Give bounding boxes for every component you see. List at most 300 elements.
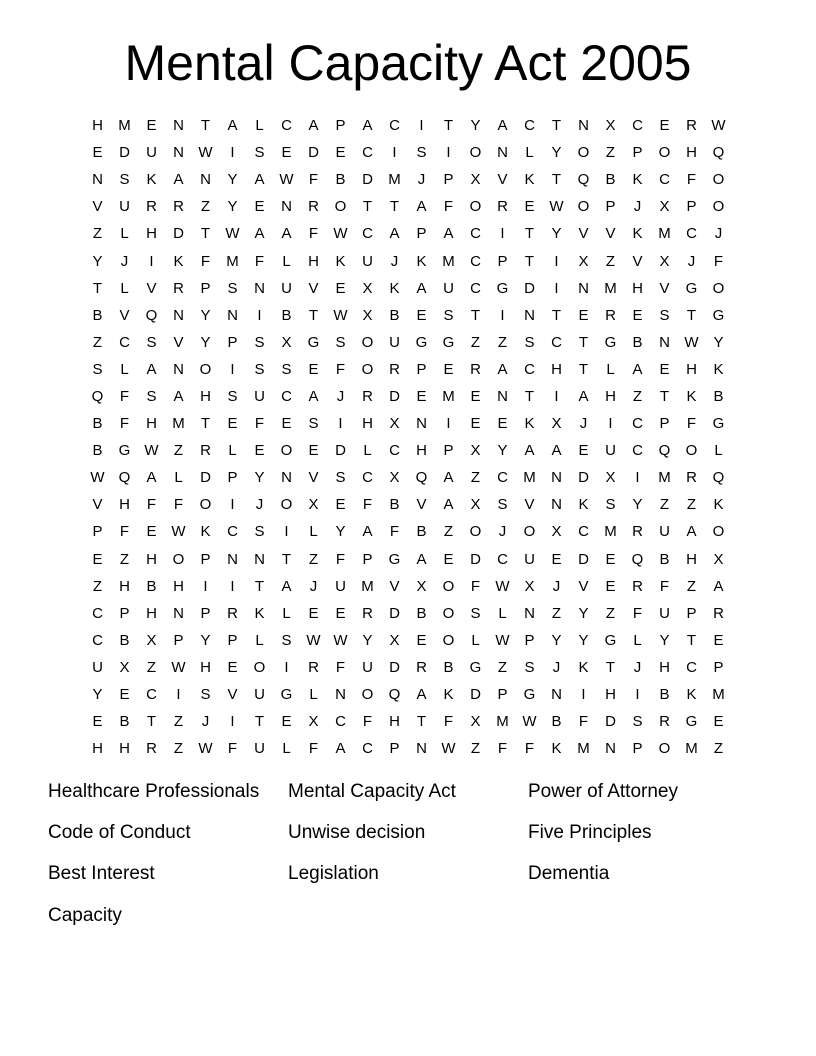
grid-letter[interactable]: D xyxy=(389,387,400,405)
grid-letter[interactable]: Y xyxy=(200,306,211,324)
grid-letter[interactable]: K xyxy=(524,171,535,189)
grid-letter[interactable]: Y xyxy=(362,631,373,649)
grid-letter[interactable]: T xyxy=(578,360,589,378)
grid-letter[interactable]: H xyxy=(119,740,130,758)
grid-letter[interactable]: C xyxy=(92,631,103,649)
grid-letter[interactable]: C xyxy=(524,117,535,135)
grid-letter[interactable]: T xyxy=(578,333,589,351)
grid-letter[interactable]: L xyxy=(282,604,291,622)
grid-letter[interactable]: A xyxy=(281,225,292,243)
grid-letter[interactable]: R xyxy=(308,658,319,676)
grid-letter[interactable]: Z xyxy=(470,333,481,351)
grid-letter[interactable]: I xyxy=(392,144,397,162)
grid-letter[interactable]: N xyxy=(173,144,184,162)
grid-letter[interactable]: Y xyxy=(551,225,562,243)
grid-letter[interactable]: O xyxy=(199,496,212,514)
grid-letter[interactable]: P xyxy=(227,469,238,487)
grid-letter[interactable]: Y xyxy=(578,631,589,649)
grid-letter[interactable]: I xyxy=(230,144,235,162)
grid-letter[interactable]: K xyxy=(200,523,211,541)
grid-letter[interactable]: H xyxy=(146,225,157,243)
grid-letter[interactable]: H xyxy=(92,117,103,135)
grid-letter[interactable]: I xyxy=(203,577,208,595)
grid-letter[interactable]: H xyxy=(308,252,319,270)
grid-letter[interactable]: S xyxy=(92,360,103,378)
grid-letter[interactable]: B xyxy=(281,306,292,324)
grid-letter[interactable]: K xyxy=(578,496,589,514)
grid-letter[interactable]: K xyxy=(713,360,724,378)
grid-letter[interactable]: B xyxy=(416,604,427,622)
grid-letter[interactable]: L xyxy=(255,631,264,649)
grid-letter[interactable]: V xyxy=(227,686,238,704)
grid-letter[interactable]: Z xyxy=(659,496,670,514)
grid-letter[interactable]: P xyxy=(659,415,670,433)
grid-letter[interactable]: N xyxy=(281,469,292,487)
grid-letter[interactable]: F xyxy=(470,577,481,595)
grid-letter[interactable]: A xyxy=(497,117,508,135)
grid-letter[interactable]: F xyxy=(200,252,211,270)
grid-letter[interactable]: A xyxy=(254,225,265,243)
grid-letter[interactable]: E xyxy=(308,360,319,378)
grid-letter[interactable]: A xyxy=(578,387,589,405)
grid-letter[interactable]: A xyxy=(362,117,373,135)
grid-letter[interactable]: Y xyxy=(92,252,103,270)
grid-letter[interactable]: Q xyxy=(712,469,725,487)
grid-letter[interactable]: S xyxy=(227,279,238,297)
grid-letter[interactable]: E xyxy=(281,713,292,731)
grid-letter[interactable]: G xyxy=(523,686,536,704)
grid-letter[interactable]: N xyxy=(551,469,562,487)
grid-letter[interactable]: S xyxy=(254,144,265,162)
grid-letter[interactable]: C xyxy=(470,279,481,297)
grid-letter[interactable]: E xyxy=(470,415,481,433)
grid-letter[interactable]: J xyxy=(552,658,561,676)
grid-letter[interactable]: Y xyxy=(92,686,103,704)
grid-letter[interactable]: F xyxy=(335,658,346,676)
grid-letter[interactable]: Y xyxy=(200,333,211,351)
grid-letter[interactable]: L xyxy=(633,631,642,649)
grid-letter[interactable]: B xyxy=(119,631,130,649)
grid-letter[interactable]: A xyxy=(362,523,373,541)
grid-letter[interactable]: N xyxy=(524,306,535,324)
grid-letter[interactable]: B xyxy=(443,658,454,676)
grid-letter[interactable]: C xyxy=(362,740,373,758)
grid-letter[interactable]: X xyxy=(281,333,292,351)
grid-letter[interactable]: T xyxy=(254,713,265,731)
grid-letter[interactable]: L xyxy=(120,225,129,243)
grid-letter[interactable]: C xyxy=(119,333,130,351)
grid-letter[interactable]: L xyxy=(471,631,480,649)
grid-letter[interactable]: O xyxy=(280,442,293,460)
grid-letter[interactable]: V xyxy=(146,279,157,297)
grid-letter[interactable]: J xyxy=(336,387,345,405)
grid-letter[interactable]: V xyxy=(173,333,184,351)
grid-letter[interactable]: L xyxy=(606,360,615,378)
grid-letter[interactable]: W xyxy=(441,740,456,758)
grid-letter[interactable]: V xyxy=(92,496,103,514)
grid-letter[interactable]: Q xyxy=(631,550,644,568)
grid-letter[interactable]: P xyxy=(92,523,103,541)
grid-letter[interactable]: D xyxy=(335,442,346,460)
grid-letter[interactable]: D xyxy=(605,713,616,731)
grid-letter[interactable]: Z xyxy=(470,740,481,758)
grid-letter[interactable]: H xyxy=(362,415,373,433)
grid-letter[interactable]: Q xyxy=(712,144,725,162)
grid-letter[interactable]: V xyxy=(389,577,400,595)
grid-letter[interactable]: X xyxy=(308,713,319,731)
grid-letter[interactable]: Y xyxy=(470,117,481,135)
grid-letter[interactable]: F xyxy=(254,415,265,433)
grid-letter[interactable]: C xyxy=(470,252,481,270)
grid-letter[interactable]: T xyxy=(416,713,427,731)
grid-letter[interactable]: L xyxy=(120,279,129,297)
grid-letter[interactable]: O xyxy=(334,198,347,216)
grid-letter[interactable]: O xyxy=(577,198,590,216)
grid-letter[interactable]: E xyxy=(335,604,346,622)
grid-letter[interactable]: I xyxy=(500,306,505,324)
grid-letter[interactable]: V xyxy=(632,252,643,270)
grid-letter[interactable]: A xyxy=(308,117,319,135)
grid-letter[interactable]: F xyxy=(686,171,697,189)
grid-letter[interactable]: O xyxy=(442,631,455,649)
grid-letter[interactable]: O xyxy=(361,686,374,704)
grid-letter[interactable]: Z xyxy=(119,550,130,568)
grid-letter[interactable]: C xyxy=(281,387,292,405)
grid-letter[interactable]: J xyxy=(390,252,399,270)
grid-letter[interactable]: J xyxy=(498,523,507,541)
grid-letter[interactable]: K xyxy=(632,171,643,189)
grid-letter[interactable]: D xyxy=(308,144,319,162)
grid-letter[interactable]: R xyxy=(632,523,643,541)
grid-letter[interactable]: U xyxy=(524,550,535,568)
grid-letter[interactable]: P xyxy=(605,198,616,216)
grid-letter[interactable]: T xyxy=(686,306,697,324)
grid-letter[interactable]: O xyxy=(685,442,698,460)
grid-letter[interactable]: T xyxy=(389,198,400,216)
grid-letter[interactable]: L xyxy=(282,252,291,270)
grid-letter[interactable]: Z xyxy=(92,577,103,595)
grid-letter[interactable]: A xyxy=(389,225,400,243)
grid-letter[interactable]: W xyxy=(333,225,348,243)
grid-letter[interactable]: C xyxy=(146,686,157,704)
grid-letter[interactable]: D xyxy=(200,469,211,487)
grid-letter[interactable]: L xyxy=(228,442,237,460)
grid-letter[interactable]: P xyxy=(713,658,724,676)
grid-letter[interactable]: Z xyxy=(713,740,724,758)
grid-letter[interactable]: U xyxy=(443,279,454,297)
grid-letter[interactable]: X xyxy=(470,442,481,460)
grid-letter[interactable]: A xyxy=(227,117,238,135)
grid-letter[interactable]: E xyxy=(497,415,508,433)
grid-letter[interactable]: O xyxy=(712,523,725,541)
grid-letter[interactable]: T xyxy=(659,387,670,405)
grid-letter[interactable]: K xyxy=(713,496,724,514)
grid-letter[interactable]: M xyxy=(604,523,617,541)
grid-letter[interactable]: C xyxy=(362,144,373,162)
grid-letter[interactable]: V xyxy=(605,225,616,243)
grid-letter[interactable]: N xyxy=(227,550,238,568)
grid-letter[interactable]: E xyxy=(713,631,724,649)
grid-letter[interactable]: E xyxy=(416,306,427,324)
grid-letter[interactable]: Z xyxy=(173,442,184,460)
grid-letter[interactable]: I xyxy=(149,252,154,270)
grid-letter[interactable]: P xyxy=(686,604,697,622)
grid-letter[interactable]: S xyxy=(524,658,535,676)
grid-letter[interactable]: W xyxy=(495,577,510,595)
grid-letter[interactable]: Z xyxy=(200,198,211,216)
grid-letter[interactable]: A xyxy=(281,577,292,595)
grid-letter[interactable]: E xyxy=(632,306,643,324)
grid-letter[interactable]: X xyxy=(416,577,427,595)
grid-letter[interactable]: H xyxy=(146,604,157,622)
grid-letter[interactable]: H xyxy=(605,686,616,704)
grid-letter[interactable]: E xyxy=(443,360,454,378)
grid-letter[interactable]: P xyxy=(389,740,400,758)
grid-letter[interactable]: U xyxy=(119,198,130,216)
grid-letter[interactable]: T xyxy=(605,658,616,676)
grid-letter[interactable]: X xyxy=(470,171,481,189)
grid-letter[interactable]: H xyxy=(632,279,643,297)
grid-letter[interactable]: Y xyxy=(227,198,238,216)
grid-letter[interactable]: H xyxy=(416,442,427,460)
grid-letter[interactable]: T xyxy=(443,117,454,135)
grid-letter[interactable]: L xyxy=(282,740,291,758)
grid-letter[interactable]: A xyxy=(443,225,454,243)
grid-letter[interactable]: E xyxy=(416,631,427,649)
grid-letter[interactable]: N xyxy=(200,171,211,189)
grid-letter[interactable]: Z xyxy=(605,604,616,622)
grid-letter[interactable]: Q xyxy=(577,171,590,189)
grid-letter[interactable]: R xyxy=(200,442,211,460)
grid-letter[interactable]: N xyxy=(281,198,292,216)
grid-letter[interactable]: H xyxy=(605,387,616,405)
grid-letter[interactable]: J xyxy=(633,198,642,216)
grid-letter[interactable]: Y xyxy=(659,631,670,649)
grid-letter[interactable]: W xyxy=(279,171,294,189)
grid-letter[interactable]: L xyxy=(525,144,534,162)
grid-letter[interactable]: V xyxy=(497,171,508,189)
grid-letter[interactable]: Y xyxy=(497,442,508,460)
grid-letter[interactable]: G xyxy=(604,631,617,649)
grid-letter[interactable]: O xyxy=(469,523,482,541)
grid-letter[interactable]: T xyxy=(551,117,562,135)
grid-letter[interactable]: N xyxy=(551,686,562,704)
grid-letter[interactable]: E xyxy=(713,713,724,731)
grid-letter[interactable]: R xyxy=(497,198,508,216)
grid-letter[interactable]: R xyxy=(605,306,616,324)
grid-letter[interactable]: C xyxy=(389,442,400,460)
grid-letter[interactable]: X xyxy=(659,198,670,216)
grid-letter[interactable]: E xyxy=(659,117,670,135)
grid-letter[interactable]: P xyxy=(443,442,454,460)
grid-letter[interactable]: E xyxy=(578,442,589,460)
grid-letter[interactable]: O xyxy=(361,333,374,351)
grid-letter[interactable]: W xyxy=(171,523,186,541)
grid-letter[interactable]: G xyxy=(496,279,509,297)
grid-letter[interactable]: Y xyxy=(254,469,265,487)
grid-letter[interactable]: P xyxy=(497,686,508,704)
grid-letter[interactable]: B xyxy=(659,550,670,568)
grid-letter[interactable]: B xyxy=(632,333,643,351)
grid-letter[interactable]: A xyxy=(308,387,319,405)
grid-letter[interactable]: E xyxy=(605,550,616,568)
grid-letter[interactable]: Z xyxy=(308,550,319,568)
grid-letter[interactable]: Z xyxy=(173,740,184,758)
grid-letter[interactable]: S xyxy=(416,144,427,162)
grid-letter[interactable]: F xyxy=(335,360,346,378)
grid-letter[interactable]: A xyxy=(713,577,724,595)
grid-letter[interactable]: S xyxy=(443,306,454,324)
grid-letter[interactable]: C xyxy=(281,117,292,135)
grid-letter[interactable]: R xyxy=(146,198,157,216)
grid-letter[interactable]: H xyxy=(686,360,697,378)
grid-letter[interactable]: U xyxy=(659,523,670,541)
grid-letter[interactable]: Q xyxy=(118,469,131,487)
grid-letter[interactable]: U xyxy=(92,658,103,676)
grid-letter[interactable]: M xyxy=(442,387,455,405)
grid-letter[interactable]: F xyxy=(335,550,346,568)
grid-letter[interactable]: W xyxy=(684,333,699,351)
grid-letter[interactable]: O xyxy=(658,144,671,162)
grid-letter[interactable]: V xyxy=(524,496,535,514)
grid-letter[interactable]: V xyxy=(578,225,589,243)
grid-letter[interactable]: F xyxy=(254,252,265,270)
grid-letter[interactable]: C xyxy=(578,523,589,541)
grid-letter[interactable]: R xyxy=(362,604,373,622)
grid-letter[interactable]: K xyxy=(578,658,589,676)
grid-letter[interactable]: X xyxy=(605,469,616,487)
grid-letter[interactable]: A xyxy=(254,171,265,189)
grid-letter[interactable]: V xyxy=(578,577,589,595)
grid-letter[interactable]: G xyxy=(712,415,725,433)
grid-letter[interactable]: H xyxy=(146,415,157,433)
grid-letter[interactable]: J xyxy=(579,415,588,433)
grid-letter[interactable]: F xyxy=(227,740,238,758)
grid-letter[interactable]: W xyxy=(549,198,564,216)
grid-letter[interactable]: S xyxy=(146,387,157,405)
grid-letter[interactable]: K xyxy=(416,252,427,270)
grid-letter[interactable]: W xyxy=(225,225,240,243)
grid-letter[interactable]: C xyxy=(659,171,670,189)
grid-letter[interactable]: W xyxy=(711,117,726,135)
grid-letter[interactable]: U xyxy=(659,604,670,622)
grid-letter[interactable]: S xyxy=(605,496,616,514)
grid-letter[interactable]: X xyxy=(119,658,130,676)
grid-letter[interactable]: P xyxy=(200,279,211,297)
grid-letter[interactable]: O xyxy=(469,198,482,216)
grid-letter[interactable]: I xyxy=(230,496,235,514)
grid-letter[interactable]: L xyxy=(255,117,264,135)
grid-letter[interactable]: I xyxy=(635,686,640,704)
grid-letter[interactable]: Q xyxy=(658,442,671,460)
grid-letter[interactable]: Z xyxy=(92,333,103,351)
grid-letter[interactable]: Q xyxy=(145,306,158,324)
grid-letter[interactable]: N xyxy=(578,279,589,297)
grid-letter[interactable]: M xyxy=(523,469,536,487)
grid-letter[interactable]: M xyxy=(658,469,671,487)
grid-letter[interactable]: T xyxy=(200,225,211,243)
grid-letter[interactable]: E xyxy=(281,415,292,433)
grid-letter[interactable]: O xyxy=(523,523,536,541)
grid-letter[interactable]: L xyxy=(714,442,723,460)
grid-letter[interactable]: Q xyxy=(388,686,401,704)
grid-letter[interactable]: T xyxy=(92,279,103,297)
grid-letter[interactable]: C xyxy=(470,225,481,243)
grid-letter[interactable]: W xyxy=(306,631,321,649)
grid-letter[interactable]: S xyxy=(659,306,670,324)
grid-letter[interactable]: E xyxy=(551,550,562,568)
grid-letter[interactable]: C xyxy=(686,658,697,676)
grid-letter[interactable]: J xyxy=(417,171,426,189)
grid-letter[interactable]: O xyxy=(469,144,482,162)
grid-letter[interactable]: J xyxy=(120,252,129,270)
grid-letter[interactable]: P xyxy=(524,631,535,649)
grid-letter[interactable]: G xyxy=(469,658,482,676)
grid-letter[interactable]: O xyxy=(253,658,266,676)
grid-letter[interactable]: H xyxy=(389,713,400,731)
grid-letter[interactable]: X xyxy=(308,496,319,514)
grid-letter[interactable]: D xyxy=(578,469,589,487)
grid-letter[interactable]: T xyxy=(281,550,292,568)
grid-letter[interactable]: X xyxy=(470,496,481,514)
grid-letter[interactable]: T xyxy=(470,306,481,324)
grid-letter[interactable]: W xyxy=(333,631,348,649)
grid-letter[interactable]: U xyxy=(254,740,265,758)
grid-letter[interactable]: J xyxy=(201,713,210,731)
grid-letter[interactable]: E xyxy=(659,360,670,378)
grid-letter[interactable]: I xyxy=(230,360,235,378)
grid-letter[interactable]: S xyxy=(281,631,292,649)
grid-letter[interactable]: G xyxy=(442,333,455,351)
grid-letter[interactable]: I xyxy=(635,469,640,487)
grid-letter[interactable]: N xyxy=(173,604,184,622)
grid-letter[interactable]: A xyxy=(173,387,184,405)
grid-letter[interactable]: I xyxy=(446,415,451,433)
grid-letter[interactable]: D xyxy=(173,225,184,243)
grid-letter[interactable]: E xyxy=(416,387,427,405)
grid-letter[interactable]: R xyxy=(659,713,670,731)
grid-letter[interactable]: U xyxy=(389,333,400,351)
grid-letter[interactable]: L xyxy=(309,523,318,541)
grid-letter[interactable]: I xyxy=(581,686,586,704)
grid-letter[interactable]: H xyxy=(146,550,157,568)
grid-letter[interactable]: F xyxy=(659,577,670,595)
grid-letter[interactable]: D xyxy=(470,686,481,704)
grid-letter[interactable]: H xyxy=(92,740,103,758)
grid-letter[interactable]: F xyxy=(119,415,130,433)
grid-letter[interactable]: E xyxy=(227,415,238,433)
grid-letter[interactable]: B xyxy=(659,686,670,704)
grid-letter[interactable]: S xyxy=(254,360,265,378)
grid-letter[interactable]: C xyxy=(389,117,400,135)
grid-letter[interactable]: F xyxy=(119,523,130,541)
grid-letter[interactable]: S xyxy=(335,333,346,351)
grid-letter[interactable]: C xyxy=(497,550,508,568)
grid-letter[interactable]: T xyxy=(200,117,211,135)
grid-letter[interactable]: S xyxy=(632,713,643,731)
grid-letter[interactable]: X xyxy=(470,713,481,731)
grid-letter[interactable]: E xyxy=(92,713,103,731)
grid-letter[interactable]: K xyxy=(335,252,346,270)
grid-letter[interactable]: V xyxy=(308,469,319,487)
grid-letter[interactable]: F xyxy=(362,496,373,514)
grid-letter[interactable]: H xyxy=(173,577,184,595)
grid-letter[interactable]: E xyxy=(254,198,265,216)
grid-letter[interactable]: I xyxy=(419,117,424,135)
grid-letter[interactable]: C xyxy=(227,523,238,541)
grid-letter[interactable]: R xyxy=(686,117,697,135)
grid-letter[interactable]: I xyxy=(176,686,181,704)
